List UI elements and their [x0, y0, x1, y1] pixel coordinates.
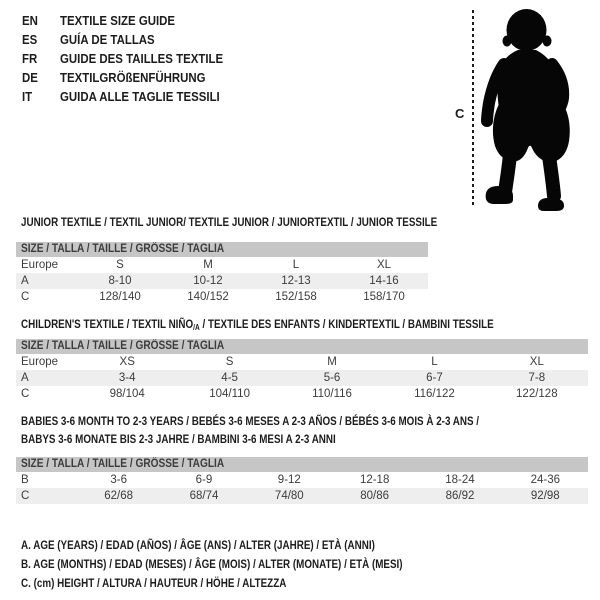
language-title: GUÍA DE TALLAS: [60, 32, 155, 47]
footnote-list: [21, 536, 486, 593]
junior-size-table: [16, 242, 428, 305]
babies-section-title-line2: BABYS 3-6 MONATE BIS 2-3 JAHRE / BAMBINI 3-6 MESI A 2-3 ANNI: [21, 432, 336, 446]
language-row-en: [22, 11, 245, 30]
footnote-a: A. AGE (YEARS) / EDAD (AÑOS) / ÂGE (ANS) / ALTER (JAHRE) / ETÀ (ANNI): [21, 538, 375, 552]
language-code: EN: [22, 13, 38, 28]
subscript-a: /A: [193, 323, 200, 332]
language-title: GUIDA ALLE TAGLIE TESSILI: [60, 89, 220, 104]
language-row-fr: [22, 49, 245, 68]
table-caption-bar: SIZE / TALLA / TAILLE / GRÖSSE / TAGLIA: [16, 339, 588, 354]
table-row: A 8-10 10-12 12-13 14-16: [16, 273, 428, 289]
language-row-es: [22, 30, 245, 49]
language-title-list: [22, 11, 245, 106]
footnote-c: C. (cm) HEIGHT / ALTURA / HAUTEUR / HÖHE / ALTEZZA: [21, 576, 287, 590]
table-row: A 3-4 4-5 5-6 6-7 7-8: [16, 370, 588, 386]
table-row: C 128/140 140/152 152/158 158/170: [21, 291, 405, 303]
table-row: B 3-6 6-9 9-12 12-18 18-24 24-36: [21, 474, 561, 486]
babies-size-table: [16, 457, 588, 504]
language-code: ES: [22, 32, 38, 47]
table-caption-bar: SIZE / TALLA / TAILLE / GRÖSSE / TAGLIA: [16, 457, 588, 472]
language-code: DE: [22, 70, 38, 85]
language-row-de: [22, 68, 245, 87]
language-title: TEXTILE SIZE GUIDE: [60, 13, 176, 28]
height-measure-label: C: [455, 106, 465, 121]
footnote-b: B. AGE (MONTHS) / EDAD (MESES) / ÂGE (MOIS) / ALTER (MONATE) / ETÀ (MESI): [21, 557, 403, 571]
babies-section-title-line1: BABIES 3-6 MONTH TO 2-3 YEARS / BEBÉS 3-6 MESES A 2-3 AÑOS / BÉBÉS 3-6 MOIS À 2-3 ANS /: [21, 414, 480, 428]
language-code: FR: [22, 51, 38, 66]
language-title: TEXTILGRÖßENFÜHRUNG: [60, 70, 206, 85]
children-size-table: [16, 339, 588, 402]
language-title: GUIDE DES TAILLES TEXTILE: [60, 51, 224, 66]
children-section-title: CHILDREN'S TEXTILE / TEXTIL NIÑO/A / TEXTILE DES ENFANTS / KINDERTEXTIL / BAMBINI TESSILE: [21, 317, 494, 332]
table-row: C 62/68 68/74 74/80 80/86 86/92 92/98: [16, 488, 588, 504]
language-code: IT: [22, 89, 33, 104]
junior-section-title: JUNIOR TEXTILE / TEXTIL JUNIOR/ TEXTILE JUNIOR / JUNIORTEXTIL / JUNIOR TESSILE: [21, 215, 438, 229]
table-row: Europe XS S M L XL: [21, 356, 544, 368]
language-row-it: [22, 87, 245, 106]
baby-silhouette-icon: [474, 8, 570, 213]
table-caption-bar: SIZE / TALLA / TAILLE / GRÖSSE / TAGLIA: [16, 242, 428, 257]
table-row: C 98/104 104/110 110/116 116/122 122/128: [21, 388, 558, 400]
table-row: Europe S M L XL: [21, 259, 392, 271]
